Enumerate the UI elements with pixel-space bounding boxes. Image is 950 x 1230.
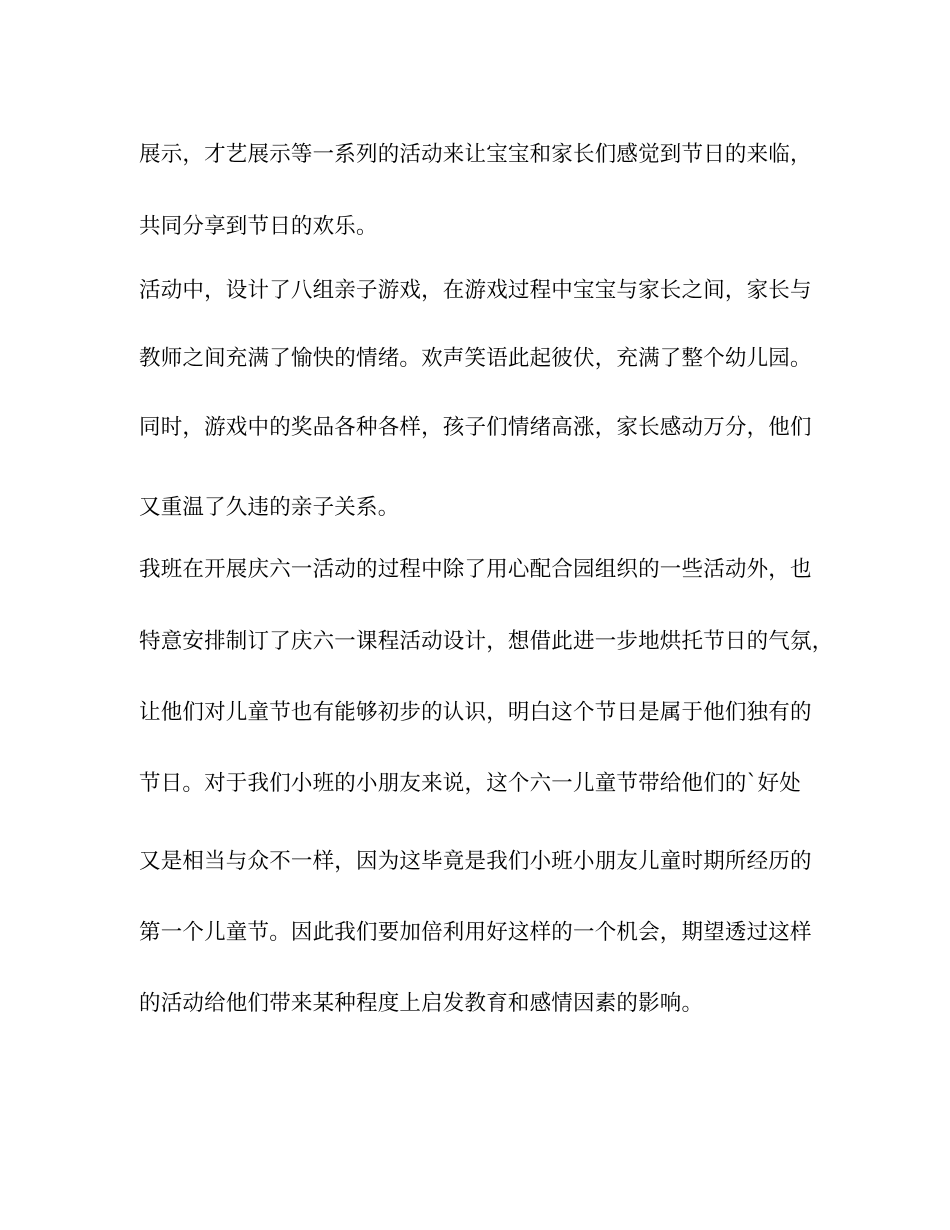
paragraph-line: 同时，游戏中的奖品各种各样，孩子们情绪高涨，家长感动万分，他们	[139, 415, 812, 440]
paragraph-line: 活动中，设计了八组亲子游戏，在游戏过程中宝宝与家长之间，家长与	[139, 278, 812, 303]
paragraph-line: 我班在开展庆六一活动的过程中除了用心配合园组织的一些活动外，也	[139, 557, 812, 582]
paragraph-line: 教师之间充满了愉快的情绪。欢声笑语此起彼伏，充满了整个幼儿园。	[139, 346, 812, 371]
paragraph-line: 展示，才艺展示等一系列的活动来让宝宝和家长们感觉到节日的来临，	[139, 142, 812, 167]
paragraph-line: 第一个儿童节。因此我们要加倍利用好这样的一个机会，期望透过这样	[139, 920, 812, 945]
paragraph-line: 共同分享到节日的欢乐。	[139, 214, 378, 239]
paragraph-line: 节日。对于我们小班的小朋友来说，这个六一儿童节带给他们的`好处	[139, 771, 801, 796]
paragraph-line: 的活动给他们带来某种程度上启发教育和感情因素的影响。	[139, 991, 704, 1016]
paragraph-line: 特意安排制订了庆六一课程活动设计，想借此进一步地烘托节日的气氛，	[139, 629, 834, 654]
paragraph-line: 又重温了久违的亲子关系。	[139, 495, 400, 520]
paragraph-line: 让他们对儿童节也有能够初步的认识，明白这个节日是属于他们独有的	[139, 700, 812, 725]
paragraph-line: 又是相当与众不一样，因为这毕竟是我们小班小朋友儿童时期所经历的	[139, 849, 812, 874]
